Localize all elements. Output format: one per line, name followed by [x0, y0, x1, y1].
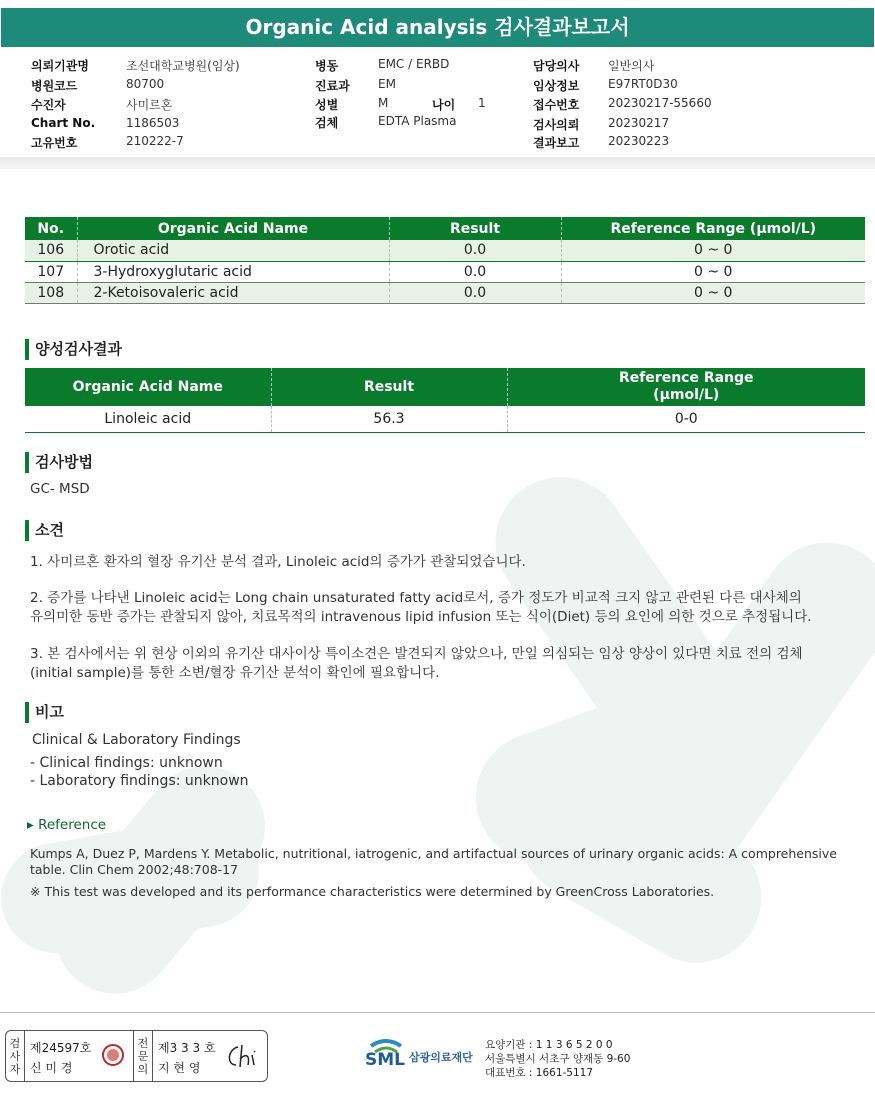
- remarks-clinical: - Clinical findings: unknown: [30, 755, 223, 771]
- institution-code: 요양기관 : 1 1 3 6 5 2 0 0: [485, 1039, 613, 1051]
- row-result: 0.0: [389, 282, 561, 303]
- department-value: EM: [378, 77, 396, 91]
- hospital-code-label: 병원코드: [31, 79, 78, 93]
- patient-value: 사미르혼: [126, 98, 173, 112]
- pos-col-header-name: Organic Acid Name: [25, 368, 271, 406]
- sml-logo: [365, 1036, 473, 1080]
- tester-label: 검사자: [9, 1037, 21, 1076]
- row-name: 2-Ketoisovaleric acid: [77, 282, 389, 303]
- pos-row-range: 0-0: [507, 406, 865, 432]
- tester-seal-icon: [101, 1043, 125, 1067]
- specimen-label: 검체: [315, 116, 339, 130]
- doctor-label: 담당의사: [533, 59, 580, 73]
- reference-citation-line1: Kumps A, Duez P, Mardens Y. Metabolic, nutritional, iatrogenic, and artifactual sources of urinary organic acids: A comprehensive: [30, 846, 837, 861]
- findings-paragraph-1: 1. 사미르혼 환자의 혈장 유기산 분석 결과, Linoleic acid의 증가가 관찰되었습니다.: [30, 554, 526, 570]
- specimen-value: EDTA Plasma: [378, 114, 457, 128]
- chart-no-label: Chart No.: [31, 116, 96, 130]
- specialist-signature-icon: [224, 1041, 264, 1071]
- age-value: 1: [478, 96, 486, 110]
- row-name: Orotic acid: [77, 240, 389, 261]
- positive-section-title: 양성검사결과: [25, 339, 122, 359]
- specialist-label: 전문의: [137, 1037, 149, 1076]
- sex-label: 성별: [315, 98, 339, 112]
- tester-license-no: 제24597호: [30, 1041, 92, 1055]
- sex-value: M: [378, 96, 389, 110]
- table-row: [25, 406, 865, 432]
- findings-paragraph-2a: 2. 증가를 나타낸 Linoleic acid는 Long chain unsaturated fatty acid로서, 증가 정도가 비교적 크지 않고 관련된 다른 대사체의: [30, 590, 802, 606]
- clinical-info-label: 임상정보: [533, 79, 580, 93]
- row-result: 0.0: [389, 261, 561, 282]
- department-label: 진료과: [315, 79, 350, 93]
- signature-box: [5, 1030, 268, 1082]
- report-date-value: 20230223: [608, 134, 670, 148]
- org-name: 삼광의료재단: [409, 1051, 473, 1064]
- patient-label: 수진자: [31, 98, 66, 112]
- row-range: 0 ~ 0: [561, 261, 865, 282]
- table-row: [25, 240, 865, 261]
- pos-col-header-range-line2: (μmol/L): [653, 387, 720, 403]
- pos-row-name: Linoleic acid: [25, 406, 271, 432]
- report-title: Organic Acid analysis 검사결과보고서: [1, 8, 874, 47]
- footer-divider: [0, 1012, 875, 1013]
- table-row: [25, 261, 865, 282]
- row-no: 108: [25, 282, 77, 303]
- doctor-value: 일반의사: [608, 59, 655, 73]
- institution-address: 서울특별시 서초구 양재동 9-60: [485, 1053, 631, 1065]
- row-range: 0 ~ 0: [561, 282, 865, 303]
- report-date-label: 결과보고: [533, 136, 580, 150]
- hospital-code-value: 80700: [126, 77, 165, 91]
- patient-header: [0, 52, 875, 152]
- specialist-license-no: 제3 3 3 호: [158, 1041, 216, 1055]
- findings-paragraph-3a: 3. 본 검사에서는 위 현상 이외의 유기산 대사이상 특이소견은 발견되지 않았으나, 만일 의심되는 임상 양상이 있다면 치료 전의 검체: [30, 646, 803, 662]
- positive-table-header: [25, 368, 865, 406]
- institution-phone: 대표번호 : 1661-5117: [485, 1067, 594, 1079]
- results-table: [25, 217, 865, 304]
- hospital-label: 의뢰기관명: [31, 59, 89, 73]
- unique-no-label: 고유번호: [31, 136, 78, 150]
- hospital-value: 조선대학교병원(임상): [126, 59, 240, 73]
- pos-row-result: 56.3: [271, 406, 507, 432]
- row-no: 106: [25, 240, 77, 261]
- row-no: 107: [25, 261, 77, 282]
- pos-col-header-range: [507, 368, 865, 406]
- ward-label: 병동: [315, 59, 339, 73]
- watermark-graphic: [430, 440, 875, 1010]
- request-date-label: 검사의뢰: [533, 118, 580, 132]
- positive-results-table: [25, 368, 865, 433]
- header-divider: [0, 157, 875, 169]
- findings-paragraph-2b: 유의미한 동반 증가는 관찰되지 않아, 치료목적의 intravenous lipid infusion 또는 식이(Diet) 등의 요인에 의한 것으로 추정됩니다.: [30, 609, 812, 625]
- reference-title: ▸ Reference: [27, 817, 107, 833]
- clinical-info-value: E97RT0D30: [608, 77, 678, 91]
- row-result: 0.0: [389, 240, 561, 261]
- chart-no-value: 1186503: [126, 116, 180, 130]
- row-name: 3-Hydroxyglutaric acid: [77, 261, 389, 282]
- pos-col-header-range-line1: Reference Range: [618, 370, 754, 386]
- sml-logo-text: SML: [365, 1050, 405, 1070]
- results-table-header: [25, 217, 865, 240]
- accession-label: 접수번호: [533, 98, 580, 112]
- method-text: GC- MSD: [30, 481, 90, 497]
- unique-no-value: 210222-7: [126, 134, 184, 148]
- col-header-result: Result: [389, 217, 561, 240]
- age-label: 나이: [432, 98, 456, 112]
- method-section-title: 검사방법: [25, 452, 93, 472]
- tester-name: 신 미 경: [30, 1061, 73, 1075]
- remarks-laboratory: - Laboratory findings: unknown: [30, 773, 249, 789]
- col-header-no: No.: [25, 217, 77, 240]
- col-header-range: Reference Range (μmol/L): [561, 217, 865, 240]
- lab-disclaimer: ※ This test was developed and its performance characteristics were determined by GreenCross Laboratories.: [30, 884, 715, 899]
- col-header-name: Organic Acid Name: [77, 217, 389, 240]
- pos-col-header-result: Result: [271, 368, 507, 406]
- specialist-name: 지 현 영: [158, 1061, 201, 1075]
- remarks-section-title: 비고: [25, 702, 64, 722]
- findings-paragraph-3b: (initial sample)를 통한 소변/혈장 유기산 분석이 확인에 필요합니다.: [30, 665, 440, 681]
- findings-section-title: 소견: [25, 520, 64, 540]
- table-row: [25, 282, 865, 303]
- request-date-value: 20230217: [608, 116, 670, 130]
- ward-value: EMC / ERBD: [378, 57, 450, 71]
- reference-citation-line2: table. Clin Chem 2002;48:708-17: [30, 862, 239, 877]
- remarks-heading: Clinical & Laboratory Findings: [32, 732, 241, 748]
- row-range: 0 ~ 0: [561, 240, 865, 261]
- accession-value: 20230217-55660: [608, 96, 712, 110]
